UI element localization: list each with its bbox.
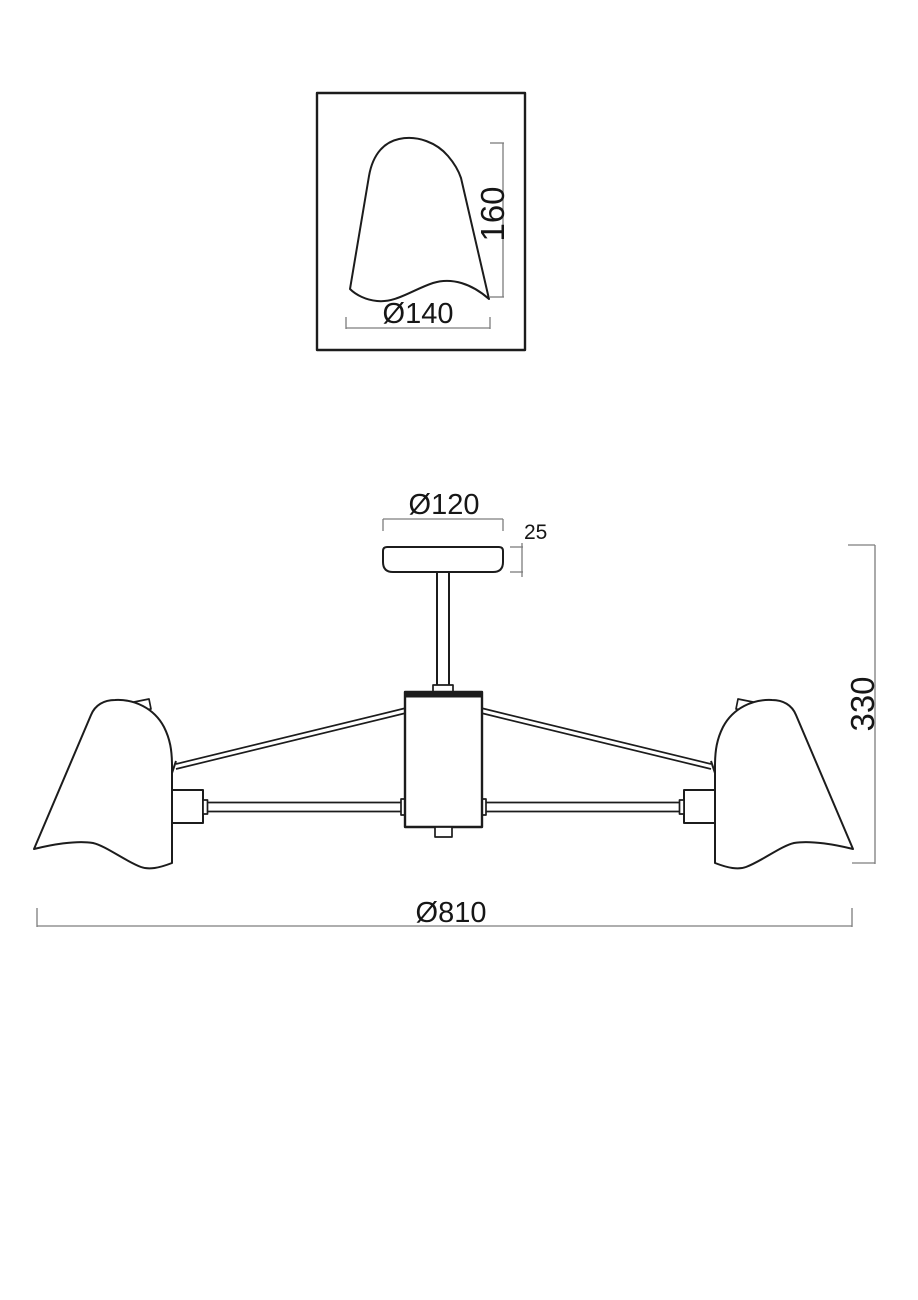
fixture-diameter-label: Ø810 [415, 897, 487, 929]
body-bottom-tab [435, 827, 452, 837]
canopy-diameter-label: Ø120 [408, 489, 480, 521]
stem [437, 572, 449, 692]
detail-view [317, 93, 525, 350]
left-socket-block [172, 790, 203, 823]
left-angled-arm-upper-line [176, 708, 406, 764]
left-angled-arm [172, 708, 406, 773]
right-arm-tube [484, 803, 682, 812]
fixture-diameter-dimension [37, 897, 852, 929]
left-socket-cap [203, 800, 208, 814]
right-socket-cap [680, 800, 685, 814]
canopy-outline [383, 547, 503, 572]
canopy-height-dimension [510, 521, 547, 577]
shade-height-label: 160 [474, 186, 511, 242]
right-angled-arm-upper-line [481, 708, 711, 764]
left-angled-arm-lower-line [176, 713, 406, 769]
fixture-height-label: 330 [844, 676, 881, 732]
right-angled-arm-lower-line [481, 713, 711, 769]
right-shade-outline [715, 700, 853, 868]
main-view [34, 489, 881, 929]
shade-diameter-label: Ø140 [382, 298, 454, 330]
fixture-height-dimension [844, 545, 881, 864]
central-body [405, 692, 482, 827]
right-socket-block [684, 790, 715, 823]
left-arm-tube [205, 803, 403, 812]
right-angled-arm [481, 708, 715, 773]
canopy-height-label: 25 [524, 521, 548, 544]
left-shade-outline [34, 700, 172, 868]
canopy-diameter-dimension [383, 489, 503, 531]
central-body-top-band [405, 692, 482, 698]
